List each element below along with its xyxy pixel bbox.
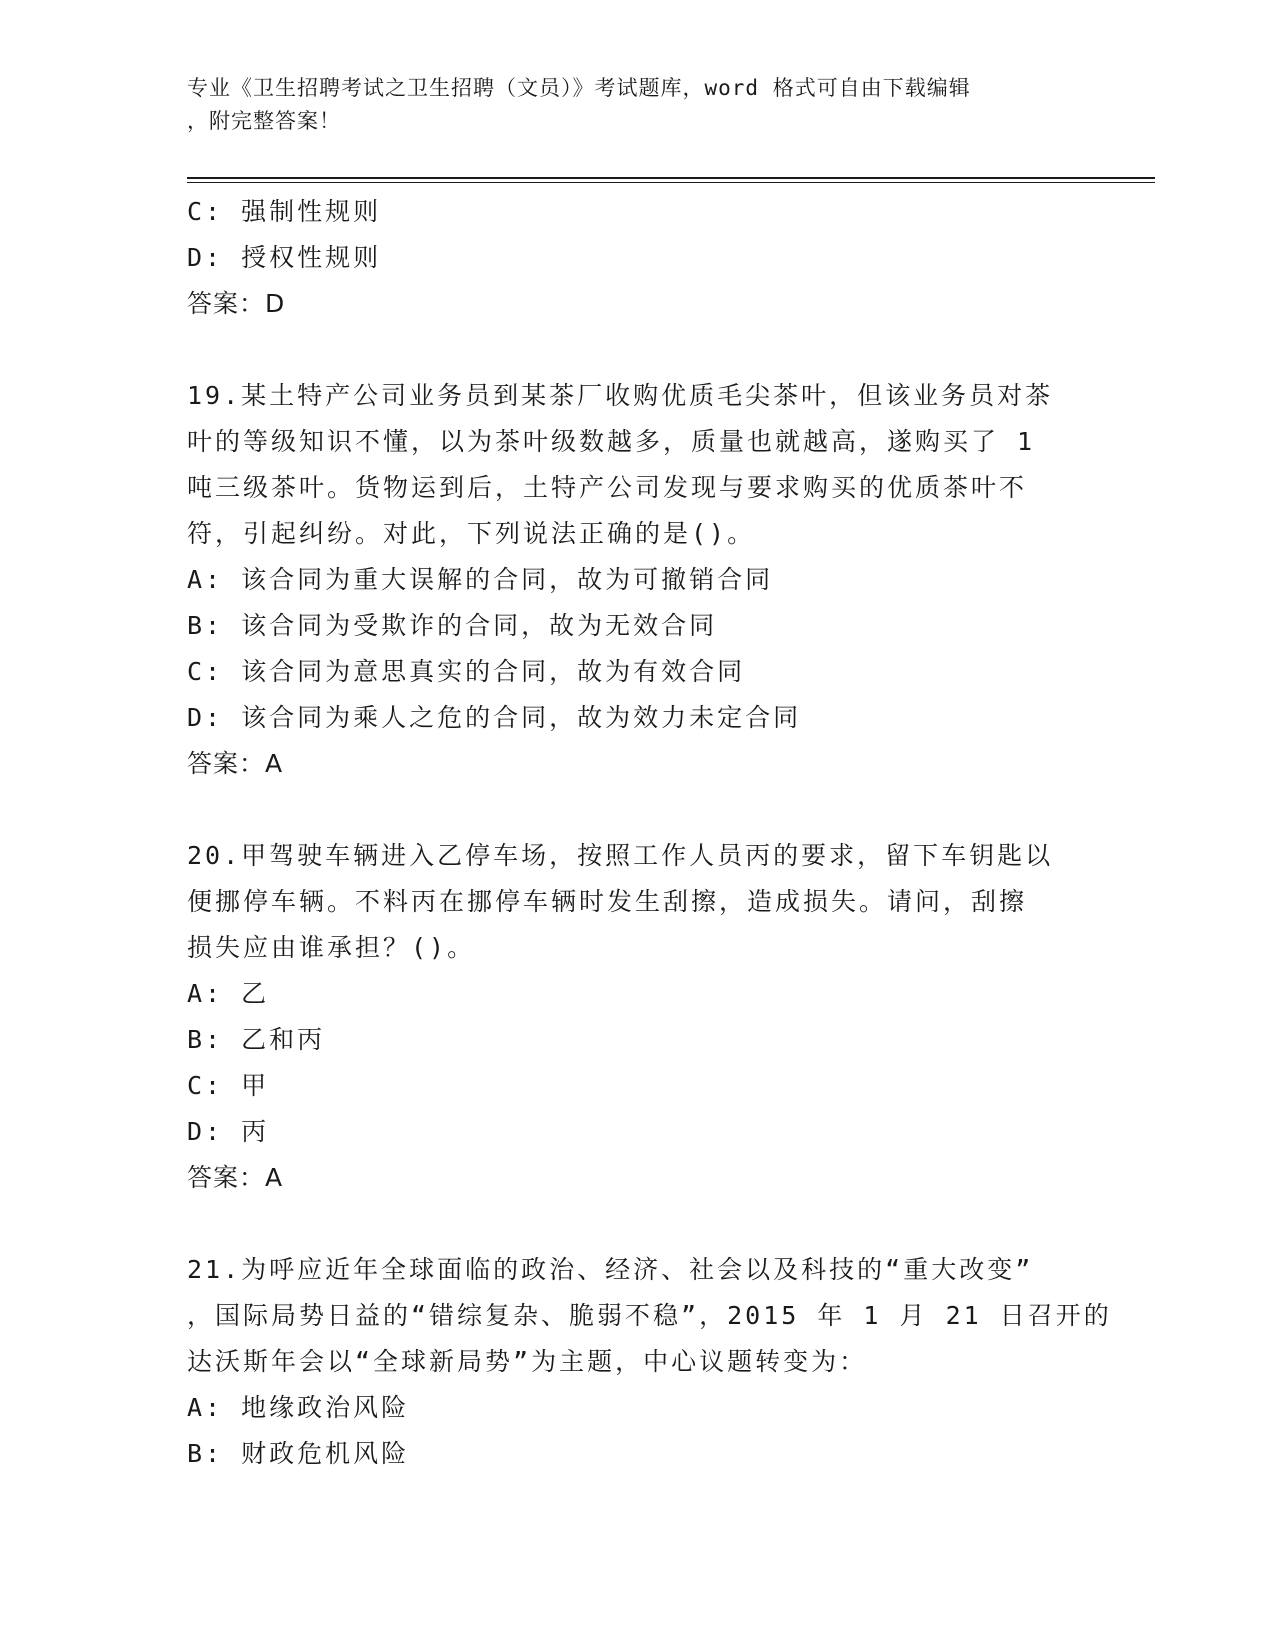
header-line-2: ，附完整答案！ (187, 109, 341, 133)
header-divider-thick (187, 177, 1155, 179)
question-text-line: 20.甲驾驶车辆进入乙停车场，按照工作人员丙的要求，留下车钥匙以 (187, 841, 1054, 870)
option-b: B: 该合同为受欺诈的合同，故为无效合同 (187, 611, 718, 640)
question-19 (187, 373, 1087, 787)
question-text-line: 叶的等级知识不懂，以为茶叶级数越多，质量也就越高，遂购买了 1 (187, 427, 1036, 456)
question-list (187, 189, 1112, 1477)
option-a: A: 乙 (187, 979, 270, 1008)
question-text-line: ，国际局势日益的“错综复杂、脆弱不稳”，2015 年 1 月 21 日召开的 (187, 1301, 1112, 1330)
header-line-1: 专业《卫生招聘考试之卫生招聘（文员）》考试题库，word 格式可自由下载编辑 (187, 76, 971, 100)
question-text-line: 19.某土特产公司业务员到某茶厂收购优质毛尖茶叶，但该业务员对茶 (187, 381, 1054, 410)
option-c: C: 强制性规则 (187, 197, 382, 226)
answer: 答案：A (187, 1163, 284, 1192)
option-c: C: 甲 (187, 1071, 270, 1100)
option-a: A: 地缘政治风险 (187, 1393, 410, 1422)
option-d: D: 该合同为乘人之危的合同，故为效力未定合同 (187, 703, 802, 732)
option-d: D: 丙 (187, 1117, 270, 1146)
option-b: B: 财政危机风险 (187, 1439, 410, 1468)
question-20 (187, 833, 1087, 1201)
question-text-line: 吨三级茶叶。货物运到后，土特产公司发现与要求购买的优质茶叶不 (187, 473, 1028, 502)
carryover-block (187, 189, 1087, 327)
answer: 答案：D (187, 289, 286, 318)
page-header (187, 72, 1087, 138)
option-c: C: 该合同为意思真实的合同，故为有效合同 (187, 657, 746, 686)
option-d: D: 授权性规则 (187, 243, 382, 272)
question-text-line: 21.为呼应近年全球面临的政治、经济、社会以及科技的“重大改变” (187, 1255, 1034, 1284)
question-21 (187, 1247, 1112, 1477)
option-a: A: 该合同为重大误解的合同，故为可撤销合同 (187, 565, 774, 594)
question-text-line: 便挪停车辆。不料丙在挪停车辆时发生刮擦，造成损失。请问，刮擦 (187, 887, 1028, 916)
question-text-line: 达沃斯年会以“全球新局势”为主题，中心议题转变为： (187, 1347, 868, 1376)
option-b: B: 乙和丙 (187, 1025, 326, 1054)
question-text-line: 损失应由谁承担？()。 (187, 933, 476, 962)
question-text-line: 符，引起纠纷。对此，下列说法正确的是()。 (187, 519, 756, 548)
answer: 答案：A (187, 749, 284, 778)
header-divider-thin (187, 182, 1155, 183)
